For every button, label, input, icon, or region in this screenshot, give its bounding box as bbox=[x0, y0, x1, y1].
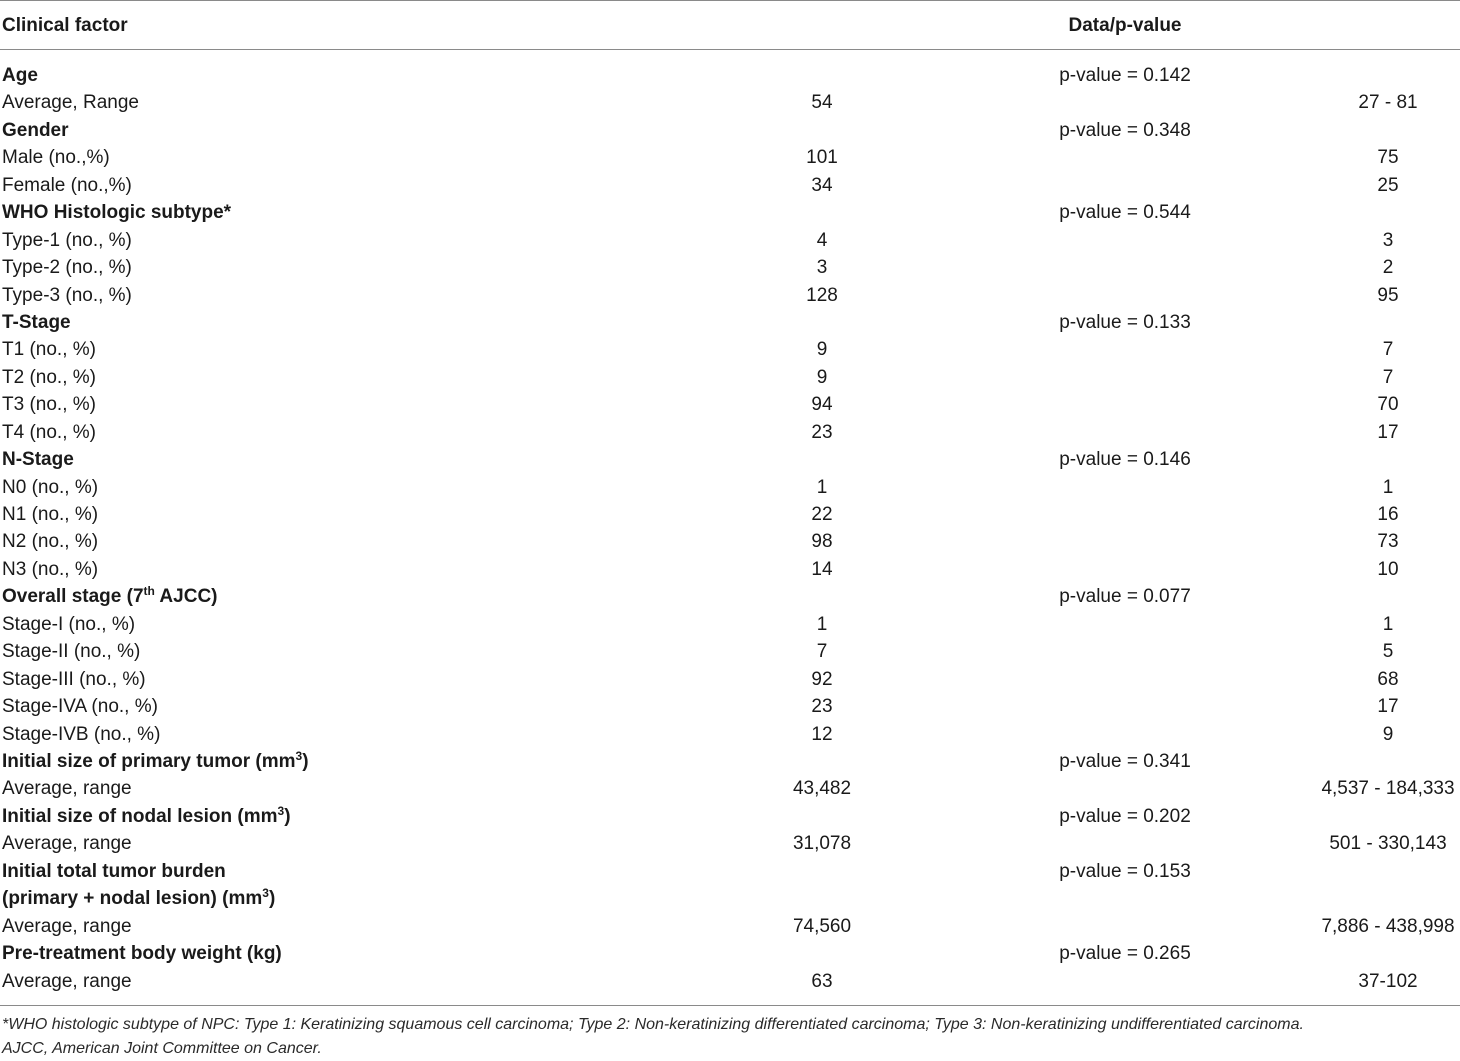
cell-percent-range: 10 bbox=[1377, 558, 1399, 580]
row-label: T3 (no., %) bbox=[2, 394, 96, 416]
table-row bbox=[0, 748, 1460, 775]
row-label: Stage-IVB (no., %) bbox=[2, 723, 161, 745]
row-label: N2 (no., %) bbox=[2, 531, 99, 553]
cell-p-value: p-value = 0.202 bbox=[1059, 805, 1191, 827]
cell-count: 34 bbox=[811, 174, 833, 196]
row-label: Stage-III (no., %) bbox=[2, 668, 146, 690]
table-row bbox=[0, 227, 1460, 254]
table-row bbox=[0, 968, 1460, 995]
cell-count: 23 bbox=[811, 421, 833, 443]
cell-percent-range: 501 - 330,143 bbox=[1329, 833, 1447, 855]
table-row bbox=[0, 254, 1460, 281]
row-section-label: Age bbox=[2, 65, 38, 86]
footnote-line-2: AJCC, American Joint Committee on Cancer. bbox=[2, 1040, 322, 1057]
table-row bbox=[0, 666, 1460, 693]
table-row bbox=[0, 144, 1460, 171]
row-label: Type-3 (no., %) bbox=[2, 284, 132, 306]
table-row bbox=[0, 830, 1460, 857]
table-row bbox=[0, 117, 1460, 144]
row-label: Average, range bbox=[2, 778, 132, 800]
table-row bbox=[0, 638, 1460, 665]
table-row bbox=[0, 282, 1460, 309]
cell-percent-range: 70 bbox=[1377, 394, 1399, 416]
row-section-label: Pre-treatment body weight (kg) bbox=[2, 943, 282, 965]
row-label: N3 (no., %) bbox=[2, 558, 99, 580]
table-row bbox=[0, 556, 1460, 583]
row-label: T2 (no., %) bbox=[2, 366, 96, 388]
cell-percent-range: 17 bbox=[1377, 421, 1399, 443]
table-row bbox=[0, 940, 1460, 967]
table-row bbox=[0, 775, 1460, 802]
cell-count: 7 bbox=[816, 641, 828, 663]
cell-percent-range: 95 bbox=[1377, 284, 1399, 306]
row-label: Female (no.,%) bbox=[2, 174, 132, 196]
cell-count: 1 bbox=[816, 476, 828, 498]
row-label: Type-2 (no., %) bbox=[2, 257, 132, 279]
table-row bbox=[0, 583, 1460, 610]
table-row bbox=[0, 446, 1460, 473]
superscript: 3 bbox=[277, 803, 285, 818]
cell-count: 31,078 bbox=[792, 833, 852, 855]
cell-percent-range: 7 bbox=[1382, 366, 1394, 388]
cell-count: 4 bbox=[816, 229, 828, 251]
cell-p-value: p-value = 0.265 bbox=[1059, 943, 1191, 965]
row-label: Average, range bbox=[2, 833, 132, 855]
table-row bbox=[0, 62, 1460, 89]
cell-percent-range: 4,537 - 184,333 bbox=[1321, 778, 1455, 800]
table-row bbox=[0, 172, 1460, 199]
row-label: Average, range bbox=[2, 915, 132, 937]
row-label: Average, Range bbox=[2, 92, 139, 114]
superscript: 3 bbox=[295, 749, 303, 763]
table-row bbox=[0, 611, 1460, 638]
row-label: Stage-I (no., %) bbox=[2, 613, 136, 635]
row-section-label: Gender bbox=[2, 119, 69, 141]
cell-p-value: p-value = 0.133 bbox=[1059, 311, 1191, 333]
cell-count: 92 bbox=[811, 668, 833, 690]
cell-percent-range: 17 bbox=[1377, 696, 1399, 718]
row-section-label: T-Stage bbox=[2, 311, 71, 333]
cell-count: 22 bbox=[811, 504, 833, 526]
cell-percent-range: 9 bbox=[1382, 723, 1394, 745]
table-row bbox=[0, 474, 1460, 501]
cell-percent-range: 68 bbox=[1377, 668, 1399, 690]
table-row bbox=[0, 364, 1460, 391]
row-label: Average, range bbox=[2, 970, 132, 992]
cell-p-value: p-value = 0.077 bbox=[1059, 586, 1191, 608]
row-label: Stage-IVA (no., %) bbox=[2, 696, 158, 718]
cell-count: 1 bbox=[816, 613, 828, 635]
cell-count: 54 bbox=[811, 92, 833, 114]
cell-percent-range: 5 bbox=[1382, 641, 1394, 663]
cell-count: 94 bbox=[811, 394, 833, 416]
header-clinical-factor: Clinical factor bbox=[2, 15, 128, 36]
row-label: N1 (no., %) bbox=[2, 504, 99, 526]
table-row bbox=[0, 803, 1460, 830]
row-section-label: N-Stage bbox=[2, 449, 74, 471]
cell-count: 43,482 bbox=[792, 778, 852, 800]
bottom-rule bbox=[0, 1005, 1460, 1006]
table-row bbox=[0, 721, 1460, 748]
cell-percent-range: 25 bbox=[1377, 174, 1399, 196]
row-section-label: Initial size of nodal lesion $(mm^3)$ bbox=[2, 803, 291, 827]
cell-count: 3 bbox=[816, 257, 828, 279]
table-row bbox=[0, 391, 1460, 418]
row-section-label: WHO Histologic subtype* bbox=[2, 202, 232, 224]
cell-count: 9 bbox=[816, 366, 828, 388]
cell-count: 9 bbox=[816, 339, 828, 361]
cell-percent-range: 75 bbox=[1377, 147, 1399, 169]
cell-count: 98 bbox=[811, 531, 833, 553]
cell-p-value: p-value = 0.348 bbox=[1059, 119, 1191, 141]
cell-count: 74,560 bbox=[792, 915, 852, 937]
cell-p-value: p-value = 0.341 bbox=[1059, 751, 1191, 772]
cell-p-value: p-value = 0.544 bbox=[1059, 202, 1191, 224]
table-row bbox=[0, 693, 1460, 720]
cell-count: 128 bbox=[806, 284, 838, 306]
header-data-p-value: Data/p-value bbox=[1068, 15, 1182, 36]
row-label: Type-1 (no., %) bbox=[2, 229, 132, 251]
row-label: T4 (no., %) bbox=[2, 421, 96, 443]
table-row bbox=[0, 528, 1460, 555]
cell-p-value: p-value = 0.146 bbox=[1059, 449, 1191, 471]
cell-percent-range: 1 bbox=[1382, 613, 1394, 635]
cell-percent-range: 37-102 bbox=[1358, 970, 1418, 992]
table-header bbox=[0, 0, 1460, 50]
cell-percent-range: 2 bbox=[1382, 257, 1394, 279]
table-row bbox=[0, 336, 1460, 363]
cell-p-value: p-value = 0.142 bbox=[1059, 65, 1191, 86]
superscript: th bbox=[143, 584, 155, 599]
row-label: Male (no.,%) bbox=[2, 147, 110, 169]
cell-count: 23 bbox=[811, 696, 833, 718]
cell-percent-range: 3 bbox=[1382, 229, 1394, 251]
cell-count: 63 bbox=[811, 970, 833, 992]
cell-count: 14 bbox=[811, 558, 833, 580]
row-section-label: Initial size of primary tumor $(mm^3)$ bbox=[2, 749, 309, 772]
table-row bbox=[0, 199, 1460, 226]
table-row bbox=[0, 858, 1460, 885]
footnote-line-1: *WHO histologic subtype of NPC: Type 1: Keratinizing squamous cell carcinoma; Type 2: Non-keratinizing differentiated carcinoma; Type 3: Non-keratinizing undifferentiated carcinoma. bbox=[2, 1016, 1304, 1033]
cell-percent-range: 27 - 81 bbox=[1358, 92, 1418, 114]
table-row bbox=[0, 885, 1460, 912]
table-row bbox=[0, 913, 1460, 940]
row-section-label: Overall stage (7th AJCC) bbox=[2, 584, 218, 608]
cell-percent-range: 7,886 - 438,998 bbox=[1321, 915, 1455, 937]
row-label: N0 (no., %) bbox=[2, 476, 99, 498]
table-row bbox=[0, 89, 1460, 116]
row-section-label: (primary + nodal lesion) $(mm^3)$ bbox=[2, 886, 276, 910]
row-label: T1 (no., %) bbox=[2, 339, 96, 361]
row-label: Stage-II (no., %) bbox=[2, 641, 141, 663]
superscript: 3 bbox=[262, 886, 269, 901]
cell-count: 12 bbox=[811, 723, 833, 745]
cell-percent-range: 1 bbox=[1382, 476, 1394, 498]
cell-percent-range: 7 bbox=[1382, 339, 1394, 361]
table-row bbox=[0, 309, 1460, 336]
table-footnote bbox=[2, 1013, 1458, 1061]
cell-percent-range: 16 bbox=[1377, 504, 1399, 526]
table-row bbox=[0, 419, 1460, 446]
cell-p-value: p-value = 0.153 bbox=[1059, 860, 1191, 882]
cell-count: 101 bbox=[806, 147, 838, 169]
cell-percent-range: 73 bbox=[1377, 531, 1399, 553]
table-row bbox=[0, 501, 1460, 528]
row-section-label: Initial total tumor burden bbox=[2, 860, 226, 882]
